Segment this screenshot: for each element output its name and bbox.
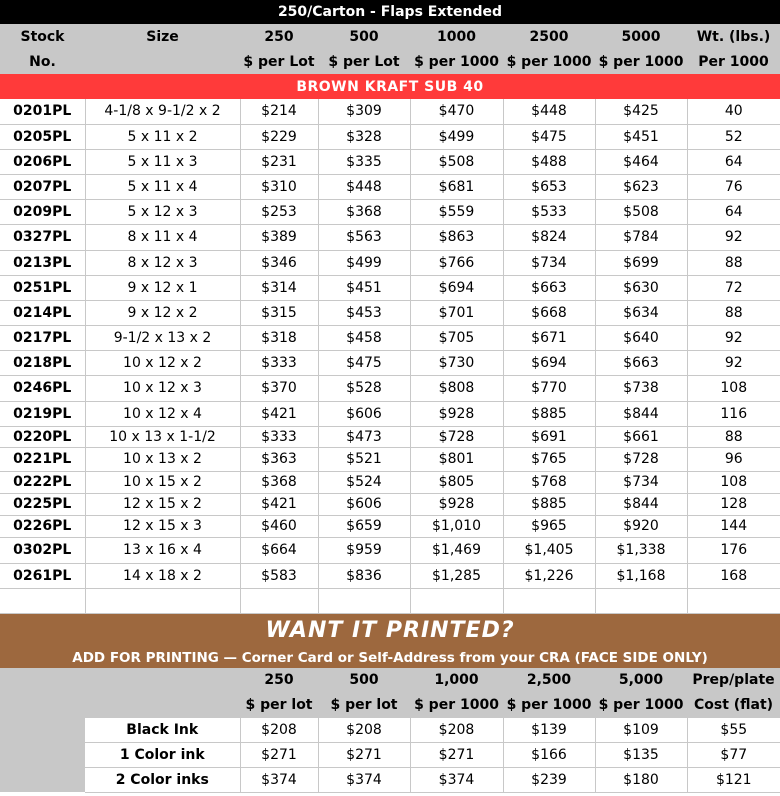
price-cell: $231 <box>240 149 318 174</box>
size-cell: 12 x 15 x 2 <box>85 493 240 515</box>
price-cell: $920 <box>595 515 687 537</box>
price-cell: $253 <box>240 199 318 224</box>
price-cell: $499 <box>410 124 503 149</box>
price-cell: $705 <box>410 325 503 350</box>
price-cell: $309 <box>318 99 410 124</box>
price-cell: 88 <box>687 250 780 275</box>
price-cell: 40 <box>687 99 780 124</box>
size-cell: 5 x 11 x 4 <box>85 174 240 199</box>
size-cell: 14 x 18 x 2 <box>85 563 240 588</box>
price-cell: $451 <box>595 124 687 149</box>
price-cell <box>240 588 318 613</box>
size-cell: 10 x 13 x 2 <box>85 447 240 471</box>
price-cell <box>503 588 595 613</box>
price-cell: $824 <box>503 224 595 250</box>
printing-header-blank <box>0 668 240 693</box>
size-cell: 10 x 12 x 3 <box>85 375 240 401</box>
column-header: Wt. (lbs.) <box>687 24 780 49</box>
price-cell: $1,469 <box>410 537 503 563</box>
price-cell: $965 <box>503 515 595 537</box>
price-cell: 64 <box>687 149 780 174</box>
ink-label: Black Ink <box>85 718 240 743</box>
column-header: Stock <box>0 24 85 49</box>
price-cell: $694 <box>410 275 503 300</box>
table-row <box>0 515 780 537</box>
table-row <box>0 401 780 426</box>
price-cell: $448 <box>318 174 410 199</box>
price-cell: $180 <box>595 767 687 792</box>
price-cell: $533 <box>503 199 595 224</box>
stock-number: 0218PL <box>0 350 85 375</box>
table-row <box>0 250 780 275</box>
table-row <box>0 588 780 613</box>
price-cell: $271 <box>240 742 318 767</box>
price-cell: 88 <box>687 426 780 447</box>
price-cell: 52 <box>687 124 780 149</box>
stock-number: 0201PL <box>0 99 85 124</box>
table-row <box>0 426 780 447</box>
price-cell: $844 <box>595 493 687 515</box>
price-cell: $499 <box>318 250 410 275</box>
printing-column-header: Prep/plate <box>687 668 780 693</box>
stock-number: 0225PL <box>0 493 85 515</box>
price-cell: $1,010 <box>410 515 503 537</box>
price-cell: $346 <box>240 250 318 275</box>
column-header: 250 <box>240 24 318 49</box>
price-cell: $315 <box>240 300 318 325</box>
size-cell: 9 x 12 x 2 <box>85 300 240 325</box>
column-header: Per 1000 <box>687 49 780 74</box>
price-cell: $885 <box>503 401 595 426</box>
size-cell <box>85 588 240 613</box>
stock-number: 0220PL <box>0 426 85 447</box>
price-cell <box>687 588 780 613</box>
table-row <box>0 471 780 493</box>
table-row <box>0 199 780 224</box>
printing-column-header: $ per lot <box>240 693 318 718</box>
table-row <box>0 493 780 515</box>
printing-column-header: $ per 1000 <box>410 693 503 718</box>
price-cell: $659 <box>318 515 410 537</box>
column-header <box>85 49 240 74</box>
price-cell: $166 <box>503 742 595 767</box>
price-cell: $959 <box>318 537 410 563</box>
printing-column-header: 2,500 <box>503 668 595 693</box>
price-cell: $464 <box>595 149 687 174</box>
price-cell: $559 <box>410 199 503 224</box>
printing-row <box>0 767 780 792</box>
price-cell: $310 <box>240 174 318 199</box>
size-cell: 9 x 12 x 1 <box>85 275 240 300</box>
price-cell: $55 <box>687 718 780 743</box>
price-cell: 92 <box>687 325 780 350</box>
column-header: 1000 <box>410 24 503 49</box>
price-cell: $928 <box>410 401 503 426</box>
price-cell: $701 <box>410 300 503 325</box>
price-cell: $139 <box>503 718 595 743</box>
price-cell: 88 <box>687 300 780 325</box>
price-cell: $640 <box>595 325 687 350</box>
stock-number: 0209PL <box>0 199 85 224</box>
price-cell: $801 <box>410 447 503 471</box>
price-cell: $1,226 <box>503 563 595 588</box>
price-cell: 116 <box>687 401 780 426</box>
table-row <box>0 300 780 325</box>
price-cell: $208 <box>410 718 503 743</box>
price-cell: $524 <box>318 471 410 493</box>
price-cell: $766 <box>410 250 503 275</box>
price-cell: $368 <box>240 471 318 493</box>
stock-number: 0261PL <box>0 563 85 588</box>
table-row <box>0 275 780 300</box>
price-cell: $653 <box>503 174 595 199</box>
column-header: $ per Lot <box>318 49 410 74</box>
row-spacer <box>0 742 85 767</box>
size-cell: 10 x 13 x 1-1/2 <box>85 426 240 447</box>
size-cell: 9-1/2 x 13 x 2 <box>85 325 240 350</box>
table-row <box>0 174 780 199</box>
printing-column-header: $ per 1000 <box>595 693 687 718</box>
price-cell: 108 <box>687 471 780 493</box>
table-row <box>0 447 780 471</box>
price-cell: $734 <box>595 471 687 493</box>
price-cell: $460 <box>240 515 318 537</box>
price-cell: $663 <box>503 275 595 300</box>
price-cell: $421 <box>240 401 318 426</box>
price-cell: $109 <box>595 718 687 743</box>
price-cell: 168 <box>687 563 780 588</box>
table-row <box>0 149 780 174</box>
column-header: $ per 1000 <box>595 49 687 74</box>
price-cell: $730 <box>410 350 503 375</box>
price-cell: 144 <box>687 515 780 537</box>
price-cell: $885 <box>503 493 595 515</box>
price-cell: $1,338 <box>595 537 687 563</box>
price-cell: $363 <box>240 447 318 471</box>
stock-number: 0251PL <box>0 275 85 300</box>
price-cell: $374 <box>410 767 503 792</box>
price-cell: $768 <box>503 471 595 493</box>
price-cell: $370 <box>240 375 318 401</box>
price-cell: $691 <box>503 426 595 447</box>
printing-heading: WANT IT PRINTED? <box>0 614 780 648</box>
price-cell: $728 <box>410 426 503 447</box>
price-cell: $421 <box>240 493 318 515</box>
stock-number: 0214PL <box>0 300 85 325</box>
stock-number: 0207PL <box>0 174 85 199</box>
table-row <box>0 563 780 588</box>
price-cell: $453 <box>318 300 410 325</box>
price-cell: $473 <box>318 426 410 447</box>
size-cell: 8 x 11 x 4 <box>85 224 240 250</box>
price-cell: $1,168 <box>595 563 687 588</box>
printing-column-header: $ per 1000 <box>503 693 595 718</box>
row-spacer <box>0 767 85 792</box>
price-cell: 92 <box>687 224 780 250</box>
price-cell: 108 <box>687 375 780 401</box>
price-cell: $784 <box>595 224 687 250</box>
price-cell: $488 <box>503 149 595 174</box>
size-cell: 10 x 15 x 2 <box>85 471 240 493</box>
size-cell: 5 x 11 x 3 <box>85 149 240 174</box>
price-cell: $1,285 <box>410 563 503 588</box>
printing-column-header: 250 <box>240 668 318 693</box>
table-row <box>0 224 780 250</box>
ink-label: 1 Color ink <box>85 742 240 767</box>
ink-label: 2 Color inks <box>85 767 240 792</box>
price-cell: $475 <box>503 124 595 149</box>
size-cell: 8 x 12 x 3 <box>85 250 240 275</box>
printing-column-header: 1,000 <box>410 668 503 693</box>
printing-column-header: 5,000 <box>595 668 687 693</box>
stock-number <box>0 588 85 613</box>
stock-number: 0222PL <box>0 471 85 493</box>
price-cell: $425 <box>595 99 687 124</box>
section-label: BROWN KRAFT SUB 40 <box>0 74 780 99</box>
price-cell: $738 <box>595 375 687 401</box>
printing-column-header: 500 <box>318 668 410 693</box>
price-cell: $1,405 <box>503 537 595 563</box>
price-cell: $694 <box>503 350 595 375</box>
price-cell: 92 <box>687 350 780 375</box>
printing-subheading: ADD FOR PRINTING — Corner Card or Self-Address from your CRA (FACE SIDE ONLY) <box>0 648 780 668</box>
price-cell: $863 <box>410 224 503 250</box>
price-cell: $508 <box>410 149 503 174</box>
price-cell: $271 <box>410 742 503 767</box>
price-cell: $928 <box>410 493 503 515</box>
price-cell: $314 <box>240 275 318 300</box>
price-cell: $734 <box>503 250 595 275</box>
price-cell: $634 <box>595 300 687 325</box>
price-cell: $606 <box>318 401 410 426</box>
price-cell: $121 <box>687 767 780 792</box>
table-title: 250/Carton - Flaps Extended <box>0 0 780 24</box>
size-cell: 13 x 16 x 4 <box>85 537 240 563</box>
price-cell: $836 <box>318 563 410 588</box>
price-cell: $630 <box>595 275 687 300</box>
price-cell: $671 <box>503 325 595 350</box>
price-cell: $668 <box>503 300 595 325</box>
price-cell: $374 <box>318 767 410 792</box>
size-cell: 10 x 12 x 2 <box>85 350 240 375</box>
stock-number: 0205PL <box>0 124 85 149</box>
printing-column-header: Cost (flat) <box>687 693 780 718</box>
column-header: $ per Lot <box>240 49 318 74</box>
price-cell: $805 <box>410 471 503 493</box>
price-cell: 96 <box>687 447 780 471</box>
printing-row <box>0 718 780 743</box>
price-cell <box>410 588 503 613</box>
price-cell: $368 <box>318 199 410 224</box>
price-cell: $475 <box>318 350 410 375</box>
price-cell: $208 <box>240 718 318 743</box>
column-header: Size <box>85 24 240 49</box>
price-cell: $135 <box>595 742 687 767</box>
price-cell: $844 <box>595 401 687 426</box>
stock-number: 0327PL <box>0 224 85 250</box>
price-cell: $521 <box>318 447 410 471</box>
table-row <box>0 375 780 401</box>
price-cell <box>595 588 687 613</box>
price-cell: 72 <box>687 275 780 300</box>
stock-number: 0217PL <box>0 325 85 350</box>
price-cell: $239 <box>503 767 595 792</box>
price-cell: $328 <box>318 124 410 149</box>
price-cell: $318 <box>240 325 318 350</box>
stock-number: 0221PL <box>0 447 85 471</box>
price-cell: $374 <box>240 767 318 792</box>
price-cell: $333 <box>240 426 318 447</box>
stock-number: 0206PL <box>0 149 85 174</box>
price-cell: $528 <box>318 375 410 401</box>
printing-column-header: $ per lot <box>318 693 410 718</box>
stock-number: 0302PL <box>0 537 85 563</box>
price-cell: $664 <box>240 537 318 563</box>
price-cell: $470 <box>410 99 503 124</box>
column-header: 2500 <box>503 24 595 49</box>
price-cell: $451 <box>318 275 410 300</box>
stock-number: 0213PL <box>0 250 85 275</box>
price-cell: $606 <box>318 493 410 515</box>
stock-number: 0226PL <box>0 515 85 537</box>
price-cell: $335 <box>318 149 410 174</box>
column-header: 500 <box>318 24 410 49</box>
price-cell: $333 <box>240 350 318 375</box>
row-spacer <box>0 718 85 743</box>
price-cell: $389 <box>240 224 318 250</box>
price-cell: $681 <box>410 174 503 199</box>
stock-number: 0219PL <box>0 401 85 426</box>
price-cell: $663 <box>595 350 687 375</box>
price-cell: $728 <box>595 447 687 471</box>
price-cell: $583 <box>240 563 318 588</box>
size-cell: 4-1/8 x 9-1/2 x 2 <box>85 99 240 124</box>
printing-row <box>0 742 780 767</box>
price-cell: $229 <box>240 124 318 149</box>
size-cell: 10 x 12 x 4 <box>85 401 240 426</box>
size-cell: 12 x 15 x 3 <box>85 515 240 537</box>
printing-header-blank <box>0 693 240 718</box>
column-header: $ per 1000 <box>503 49 595 74</box>
price-cell: $448 <box>503 99 595 124</box>
column-header: 5000 <box>595 24 687 49</box>
price-cell: $765 <box>503 447 595 471</box>
price-cell: $661 <box>595 426 687 447</box>
price-cell: $271 <box>318 742 410 767</box>
price-cell <box>318 588 410 613</box>
price-cell: 128 <box>687 493 780 515</box>
size-cell: 5 x 11 x 2 <box>85 124 240 149</box>
price-cell: $208 <box>318 718 410 743</box>
size-cell: 5 x 12 x 3 <box>85 199 240 224</box>
price-cell: $808 <box>410 375 503 401</box>
price-cell: 64 <box>687 199 780 224</box>
printing-table <box>0 614 780 793</box>
table-row <box>0 325 780 350</box>
price-cell: $623 <box>595 174 687 199</box>
table-row <box>0 350 780 375</box>
price-cell: 176 <box>687 537 780 563</box>
table-row <box>0 99 780 124</box>
column-header: No. <box>0 49 85 74</box>
price-cell: $508 <box>595 199 687 224</box>
price-cell: $699 <box>595 250 687 275</box>
price-cell: $770 <box>503 375 595 401</box>
table-row <box>0 124 780 149</box>
price-cell: 76 <box>687 174 780 199</box>
column-header: $ per 1000 <box>410 49 503 74</box>
price-cell: $214 <box>240 99 318 124</box>
price-cell: $77 <box>687 742 780 767</box>
table-row <box>0 537 780 563</box>
price-cell: $563 <box>318 224 410 250</box>
stock-number: 0246PL <box>0 375 85 401</box>
price-cell: $458 <box>318 325 410 350</box>
